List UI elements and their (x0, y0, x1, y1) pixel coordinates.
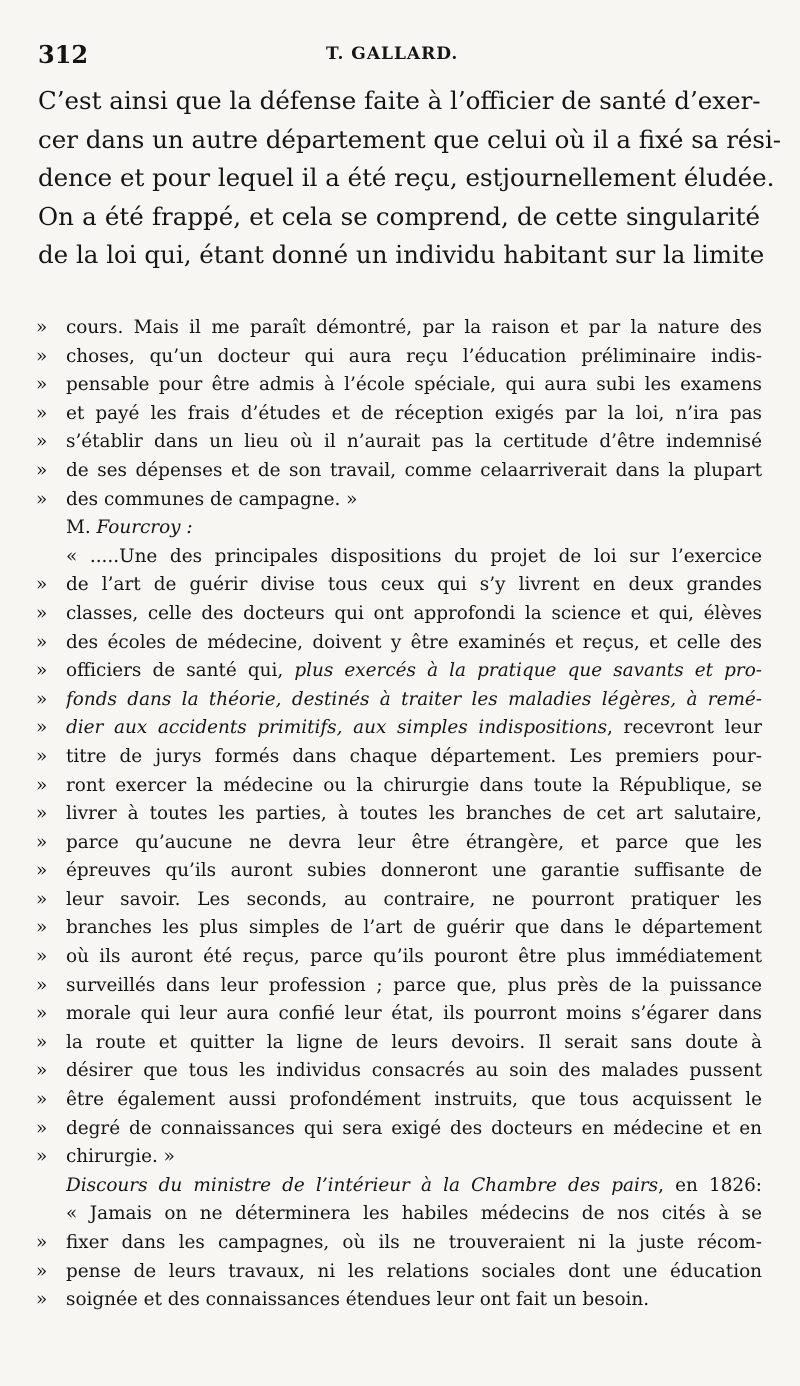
quote-mark: » (36, 574, 48, 596)
quote-text (66, 943, 762, 972)
speaker-name: Fourcroy (96, 517, 181, 539)
quoted-passage (36, 314, 762, 1315)
speaker-title: M. (66, 517, 91, 539)
quote-line (36, 829, 762, 858)
quote-line (36, 1258, 762, 1287)
text-segment: fixer dans les campagnes, où ils ne trouveraient ni la juste récom- (66, 1232, 762, 1253)
text-segment: de ses dépenses et de son travail, comme celaarriverait dans la plupart (66, 459, 762, 481)
text-segment: où ils auront été reçus, parce qu’ils pouront être plus immédiatement (66, 946, 762, 968)
quote-line (36, 343, 762, 372)
quote-mark: » (36, 317, 48, 338)
text-segment: « Jamais on ne déterminera les habiles médecins de nos cités à se (66, 1203, 762, 1225)
quote-line (36, 371, 762, 400)
text-segment: choses, qu’un docteur qui aura reçu l’éducation préliminaire indis- (66, 345, 762, 367)
quote-mark: » (36, 974, 48, 996)
quote-text (66, 1229, 762, 1258)
quote-line (36, 400, 762, 429)
quote-text (66, 772, 762, 801)
text-segment: livrer à toutes les parties, à toutes les branches de cet art salutaire, (66, 803, 762, 825)
quote-line (36, 600, 762, 629)
text-line: cer dans un autre département que celui où il a fixé sa rési- (38, 124, 782, 154)
quote-mark: » (36, 717, 48, 739)
quote-mark: » (36, 631, 48, 653)
text-segment: degré de connaissances qui sera exigé des docteurs en médecine et en (66, 1117, 762, 1139)
italic-segment: Discours du ministre de l’intérieur à la Chambre des pairs (66, 1174, 659, 1196)
quote-mark: » (36, 917, 48, 939)
text-line: de la loi qui, étant donné un individu habitant sur la limite (38, 240, 765, 269)
quote-text (66, 343, 762, 372)
quote-text (66, 1172, 762, 1201)
quote-mark: » (36, 1146, 48, 1168)
quote-line (36, 543, 762, 572)
italic-segment: fonds dans la théorie, destinés à traiter les maladies légères, à remé- (66, 688, 762, 710)
quote-line (36, 657, 762, 686)
quote-mark: » (36, 1031, 48, 1053)
text-segment: des écoles de médecine, doivent y être examinés et reçus, et celle des (66, 631, 762, 653)
quote-line (36, 886, 762, 915)
italic-segment: dier aux accidents primitifs, aux simples indispositions (66, 717, 608, 739)
quote-mark: » (36, 374, 48, 396)
quote-text (66, 1200, 762, 1229)
text-segment: cours. Mais il me paraît démontré, par la raison et par la nature des (66, 317, 762, 338)
text-segment: branches les plus simples de l’art de guérir que dans le département (66, 917, 762, 939)
quote-mark: » (36, 488, 48, 510)
quote-line (36, 914, 762, 943)
quote-line (36, 571, 762, 600)
quote-mark: » (36, 402, 48, 424)
quote-text (66, 1000, 762, 1029)
quote-line (36, 714, 762, 743)
text-segment: , recevront leur (607, 717, 762, 739)
quote-mark: » (36, 431, 48, 453)
text-segment: officiers de santé qui, (66, 660, 295, 682)
text-line: dence et pour lequel il a été reçu, estjournellement éludée. (38, 163, 775, 192)
text-segment: « .....Une des principales dispositions du projet de loi sur l’exercice (66, 545, 762, 567)
text-segment: être également aussi profondément instruits, que tous acquissent le (66, 1089, 762, 1111)
quote-line (36, 1057, 762, 1086)
text-segment: chirurgie. » (66, 1146, 175, 1168)
text-segment: soignée et des connaissances étendues leur ont fait un besoin. (66, 1289, 650, 1311)
quote-line (36, 972, 762, 1001)
quote-text (66, 829, 762, 858)
quote-text (66, 428, 762, 457)
quote-text (66, 543, 762, 572)
quote-text (66, 600, 762, 629)
quote-mark: » (36, 831, 48, 853)
quote-line (36, 943, 762, 972)
quote-mark: » (36, 888, 48, 910)
quote-line (36, 1086, 762, 1115)
quote-text (66, 371, 762, 400)
quote-line (36, 743, 762, 772)
page-header (38, 40, 768, 68)
quote-text (66, 914, 762, 943)
quote-mark: » (36, 1060, 48, 1082)
text-segment: parce qu’aucune ne devra leur être étrangère, et parce que les (66, 831, 762, 853)
quote-line (36, 1286, 762, 1315)
speaker-colon: : (180, 517, 193, 539)
quote-text (66, 1143, 762, 1172)
quote-text (66, 486, 762, 515)
quote-mark: » (36, 860, 48, 882)
quote-line (36, 457, 762, 486)
text-line: On a été frappé, et cela se comprend, de cette singularité (38, 201, 760, 231)
text-segment: titre de jurys formés dans chaque département. Les premiers pour- (66, 745, 762, 767)
quote-line (36, 314, 762, 343)
quote-mark: » (36, 1289, 48, 1311)
quote-line (36, 629, 762, 658)
quote-text (66, 514, 762, 543)
quote-text (66, 686, 762, 715)
quote-line (36, 1029, 762, 1058)
text-segment: de l’art de guérir divise tous ceux qui s’y livrent en deux grandes (66, 574, 762, 596)
quote-mark: » (36, 1089, 48, 1111)
text-segment: , en 1826: (658, 1174, 762, 1196)
quote-text (66, 1029, 762, 1058)
quote-line (36, 772, 762, 801)
quote-text (66, 800, 762, 829)
quote-text (66, 400, 762, 429)
quote-mark: » (36, 1003, 48, 1025)
quote-mark: » (36, 459, 48, 481)
quote-text (66, 857, 762, 886)
quote-text (66, 1286, 762, 1315)
text-line: C’est ainsi que la défense faite à l’officier de santé d’exer- (38, 86, 761, 115)
quote-mark: » (36, 946, 48, 968)
text-segment: épreuves qu’ils auront subies donneront une garantie suffisante de (66, 860, 762, 882)
quote-mark: » (36, 660, 48, 682)
quote-line (36, 486, 762, 515)
quote-line (36, 1115, 762, 1144)
text-segment: leur savoir. Les seconds, au contraire, ne pourront pratiquer les (66, 888, 762, 910)
italic-segment: plus exercés à la pratique que savants et pro- (294, 660, 762, 682)
quote-line (36, 1000, 762, 1029)
quote-mark: » (36, 602, 48, 624)
text-segment: ront exercer la médecine ou la chirurgie dans toute la République, se (66, 774, 762, 796)
quote-line (36, 1229, 762, 1258)
quote-line (36, 1143, 762, 1172)
page-number: 312 (38, 40, 89, 69)
quote-mark: » (36, 688, 48, 710)
text-segment: classes, celle des docteurs qui ont approfondi la science et qui, élèves (66, 602, 762, 624)
quote-mark: » (36, 1232, 48, 1253)
quote-text (66, 1086, 762, 1115)
quote-text (66, 657, 762, 686)
quote-mark: » (36, 745, 48, 767)
quote-line (36, 1200, 762, 1229)
quote-line (36, 428, 762, 457)
quote-text (66, 743, 762, 772)
quote-line (36, 1172, 762, 1201)
text-segment: désirer que tous les individus consacrés au soin des malades pussent (66, 1060, 762, 1082)
text-segment: des communes de campagne. » (66, 488, 358, 510)
quote-text (66, 1115, 762, 1144)
text-segment: s’établir dans un lieu où il n’aurait pas la certitude d’être indemnisé (66, 431, 762, 453)
quote-mark: » (36, 345, 48, 367)
quote-mark: » (36, 774, 48, 796)
text-segment: surveillés dans leur profession ; parce que, plus près de la puissance (66, 974, 762, 996)
quote-mark: » (36, 1260, 48, 1282)
quote-text (66, 629, 762, 658)
text-segment: et payé les frais d’études et de réception exigés par la loi, n’ira pas (66, 402, 762, 424)
quote-text (66, 457, 762, 486)
text-segment: pensable pour être admis à l’école spéciale, qui aura subi les examens (66, 374, 762, 396)
quote-text (66, 714, 762, 743)
text-segment: pense de leurs travaux, ni les relations sociales dont une éducation (66, 1260, 762, 1282)
quote-text (66, 972, 762, 1001)
running-head: T. GALLARD. (326, 44, 459, 64)
quote-mark: » (36, 803, 48, 825)
quote-text (66, 886, 762, 915)
quote-mark: » (36, 1117, 48, 1139)
quote-line (36, 800, 762, 829)
text-segment: la route et quitter la ligne de leurs devoirs. Il serait sans doute à (66, 1031, 762, 1053)
quote-text (66, 1258, 762, 1287)
quote-text (66, 1057, 762, 1086)
quote-line (36, 686, 762, 715)
quote-line (36, 514, 762, 543)
quote-line (36, 857, 762, 886)
main-paragraph (38, 82, 782, 275)
quote-text (66, 571, 762, 600)
quote-text (66, 314, 762, 343)
text-segment: morale qui leur aura confié leur état, ils pourront moins s’égarer dans (66, 1003, 762, 1025)
